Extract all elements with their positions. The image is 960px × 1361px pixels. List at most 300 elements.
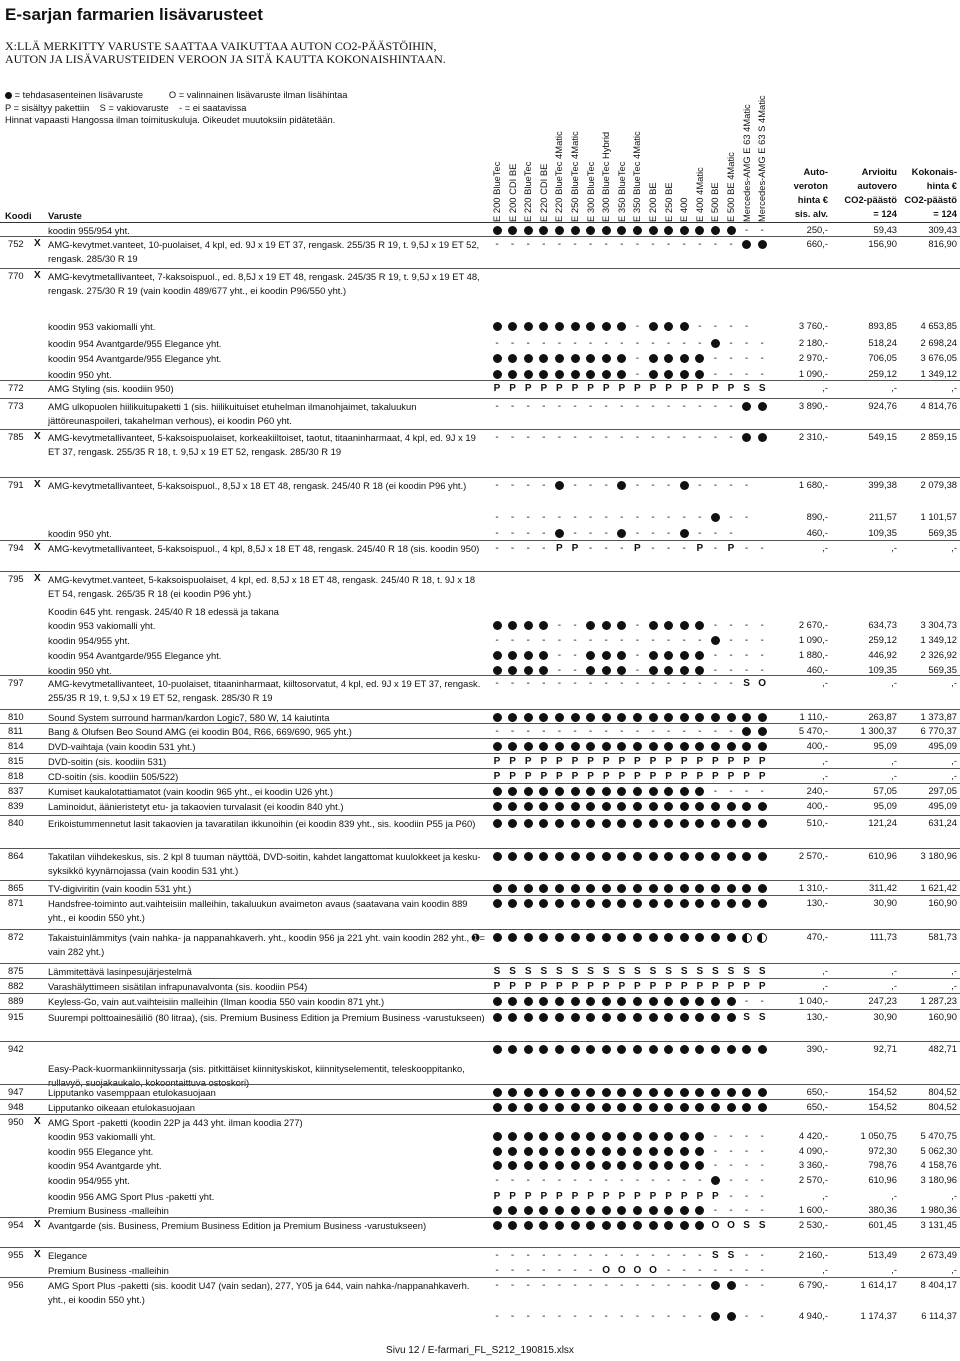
factory-option-dot-icon	[599, 649, 613, 662]
factory-option-dot-icon	[552, 817, 566, 830]
option-code: 942	[8, 1043, 24, 1054]
factory-option-dot-icon	[724, 850, 738, 863]
option-description: AMG Styling (sis. koodiin 950)	[48, 383, 174, 394]
not-available-mark: -	[557, 1280, 562, 1291]
not-available-mark: -	[760, 369, 764, 380]
not-available-mark: -	[557, 1265, 562, 1276]
not-available-mark: -	[713, 726, 718, 737]
factory-option-dot-icon	[677, 352, 691, 365]
factory-option-dot-icon	[552, 1101, 566, 1114]
not-available-mark: -	[651, 480, 655, 491]
availability-mark: S	[634, 966, 641, 977]
availability-mark: S	[743, 383, 750, 394]
factory-option-dot-icon	[615, 1204, 629, 1217]
factory-option-dot-icon	[724, 897, 738, 910]
not-available-mark: -	[760, 1311, 764, 1322]
factory-option-dot-icon	[584, 1011, 598, 1024]
not-available-mark: -	[666, 1280, 671, 1291]
co2-warning: X:LLÄ MERKITTY VARUSTE SAATTAA VAIKUTTAA AUTON CO2-PÄÄSTÖIHIN, AUTON JA LISÄVARUSTEIDEN VEROON JA SITÄ KAUTTA KOKONAISHINTAAN.	[5, 39, 446, 66]
header-divider	[0, 222, 960, 223]
factory-option-dot-icon	[506, 320, 520, 333]
availability-mark: P	[556, 771, 563, 782]
not-available-mark: -	[635, 1280, 640, 1291]
not-available-mark: -	[573, 678, 577, 689]
factory-option-dot-icon	[552, 897, 566, 910]
availability-mark: P	[634, 756, 641, 767]
tax-value: 972,30	[868, 1145, 897, 1156]
factory-option-dot-icon	[693, 897, 707, 910]
not-available-mark: -	[588, 480, 593, 491]
not-available-mark: -	[651, 432, 655, 443]
not-available-mark: -	[557, 1175, 562, 1186]
total-value: 3 304,73	[920, 619, 957, 630]
not-available-mark: -	[698, 678, 702, 689]
total-value: ,-	[951, 770, 957, 781]
option-description: Premium Business -malleihin	[48, 1205, 169, 1216]
price-value: ,-	[822, 677, 828, 688]
tax-value: 610,96	[868, 1174, 897, 1185]
tax-value: 259,12	[868, 368, 897, 379]
factory-option-dot-icon	[599, 1159, 613, 1172]
not-available-mark: -	[510, 401, 515, 412]
price-value: 1 680,-	[798, 479, 828, 490]
factory-option-dot-icon	[568, 740, 582, 753]
not-available-mark: -	[760, 353, 764, 364]
factory-option-dot-icon	[646, 1145, 660, 1158]
not-available-mark: -	[682, 239, 686, 250]
not-available-mark: -	[588, 1175, 593, 1186]
availability-mark: P	[602, 383, 610, 394]
factory-option-dot-icon	[584, 1130, 598, 1143]
option-description: koodin 954/955 yht.	[48, 1175, 130, 1186]
factory-option-dot-icon	[724, 1086, 738, 1099]
price-value: 5 470,-	[798, 725, 828, 736]
not-available-mark: -	[729, 786, 733, 797]
not-available-mark: -	[713, 1131, 718, 1142]
option-description: Easy-Pack-kuormankiinnityssarja (sis. pitkittäiset kiinnityskiskot, kiinnityselementit, teleskooppitanko, rullavyö, suojakaukalo, kokoontaittuva ostoskori)	[48, 1063, 465, 1088]
factory-option-dot-icon	[521, 1086, 535, 1099]
total-value: 2 698,24	[920, 337, 957, 348]
not-available-mark: -	[635, 528, 640, 539]
availability-mark: P	[634, 981, 641, 992]
not-available-mark: -	[526, 528, 530, 539]
factory-option-dot-icon	[537, 619, 551, 632]
option-code: 839	[8, 800, 24, 811]
factory-option-dot-icon	[615, 1219, 629, 1232]
price-value: 470,-	[806, 931, 828, 942]
factory-option-dot-icon	[646, 1159, 660, 1172]
factory-option-dot-icon	[677, 817, 691, 830]
not-available-mark: -	[542, 401, 546, 412]
factory-option-dot-icon	[693, 800, 707, 813]
not-available-mark: -	[760, 1160, 764, 1171]
not-available-mark: -	[698, 1311, 702, 1322]
availability-mark: P	[696, 1191, 704, 1202]
not-available-mark: -	[760, 996, 764, 1007]
factory-option-dot-icon	[599, 1130, 613, 1143]
factory-option-dot-icon	[615, 785, 629, 798]
factory-option-dot-icon	[662, 649, 676, 662]
co2-flag: X	[34, 431, 41, 442]
factory-option-dot-icon	[521, 882, 535, 895]
not-available-mark: -	[526, 1250, 530, 1261]
option-code: 770	[8, 270, 24, 281]
row-divider	[0, 815, 960, 816]
availability-mark: S	[743, 1220, 750, 1231]
not-available-mark: -	[635, 620, 640, 631]
total-value: ,-	[951, 980, 957, 991]
factory-option-dot-icon	[630, 1130, 644, 1143]
factory-option-dot-icon	[506, 1204, 520, 1217]
not-available-mark: -	[682, 1250, 686, 1261]
not-available-mark: -	[682, 1265, 686, 1276]
not-available-mark: -	[620, 432, 624, 443]
option-code: 864	[8, 850, 24, 861]
factory-option-dot-icon	[584, 931, 598, 944]
factory-option-dot-icon	[599, 785, 613, 798]
option-description: TV-digiviritin (vain koodin 531 yht.)	[48, 883, 192, 894]
factory-option-dot-icon	[630, 1101, 644, 1114]
availability-mark: P	[493, 756, 501, 767]
factory-option-dot-icon	[677, 1204, 691, 1217]
factory-option-dot-icon	[740, 431, 754, 444]
not-available-mark: -	[604, 635, 608, 646]
not-available-mark: -	[620, 678, 624, 689]
not-available-mark: -	[682, 1311, 686, 1322]
factory-option-dot-icon	[490, 619, 504, 632]
option-description: AMG-kevytmetallivanteet, 5-kaksoispuolaiset, korkeakiiltoiset, taotut, titaaninharmaat, 4 kpl, ed. 9J x 19 ET 37, rengask. 255/35 R 18, t. 9,5J x 19 ET 52, rengask. 285/30 R 19	[48, 432, 476, 457]
co2-flag: X	[34, 270, 41, 281]
not-available-mark: -	[651, 1311, 655, 1322]
factory-option-dot-icon	[506, 740, 520, 753]
factory-option-dot-icon	[599, 740, 613, 753]
factory-option-dot-icon	[537, 1086, 551, 1099]
not-available-mark: -	[542, 678, 546, 689]
not-available-mark: -	[666, 480, 671, 491]
factory-option-dot-icon	[646, 619, 660, 632]
not-available-mark: -	[620, 401, 624, 412]
factory-option-dot-icon	[521, 1011, 535, 1024]
option-code: 871	[8, 897, 24, 908]
tax-value: 109,35	[868, 527, 897, 538]
factory-option-dot-icon	[630, 995, 644, 1008]
not-available-mark: -	[588, 1250, 593, 1261]
total-value: 816,90	[928, 238, 957, 249]
factory-option-dot-icon	[693, 817, 707, 830]
total-value: ,-	[951, 382, 957, 393]
row-divider	[0, 993, 960, 994]
availability-mark: S	[727, 1250, 735, 1261]
availability-mark: P	[602, 981, 610, 992]
price-value: 460,-	[806, 527, 828, 538]
factory-option-dot-icon	[630, 1159, 644, 1172]
factory-option-dot-icon	[552, 995, 566, 1008]
price-value: 1 090,-	[798, 634, 828, 645]
availability-mark: P	[680, 756, 688, 767]
not-available-mark: -	[760, 786, 764, 797]
factory-option-dot-icon	[693, 352, 707, 365]
availability-mark: P	[665, 756, 672, 767]
factory-option-dot-icon	[740, 400, 754, 413]
model-column-header: E 400	[678, 197, 690, 222]
factory-option-dot-icon	[568, 1159, 582, 1172]
not-available-mark: -	[713, 1146, 718, 1157]
not-available-mark: -	[713, 786, 718, 797]
not-available-mark: -	[729, 1146, 733, 1157]
not-available-mark: -	[682, 726, 686, 737]
availability-mark: P	[712, 771, 719, 782]
row-divider	[0, 380, 960, 381]
not-available-mark: -	[510, 1250, 515, 1261]
factory-option-dot-icon	[662, 1145, 676, 1158]
factory-option-dot-icon	[584, 1145, 598, 1158]
factory-option-dot-icon	[599, 882, 613, 895]
tax-value: 154,52	[868, 1101, 897, 1112]
not-available-mark: -	[744, 321, 749, 332]
not-available-mark: -	[604, 480, 608, 491]
price-value: 890,-	[806, 511, 828, 522]
not-available-mark: -	[542, 432, 546, 443]
option-description: CD-soitin (sis. koodiin 505/522)	[48, 771, 179, 782]
availability-mark: P	[743, 771, 750, 782]
factory-option-dot-icon	[490, 931, 504, 944]
availability-mark: P	[758, 771, 766, 782]
factory-option-dot-icon	[537, 800, 551, 813]
total-value: 3 180,96	[920, 1174, 957, 1185]
factory-option-dot-icon	[615, 1101, 629, 1114]
availability-mark: S	[758, 1012, 766, 1023]
not-available-mark: -	[744, 786, 749, 797]
factory-option-dot-icon	[599, 850, 613, 863]
factory-option-dot-icon	[568, 352, 582, 365]
factory-option-dot-icon	[677, 882, 691, 895]
option-code: 954	[8, 1219, 24, 1230]
not-available-mark: -	[510, 635, 515, 646]
factory-option-dot-icon	[584, 1159, 598, 1172]
total-value: 2 326,92	[920, 649, 957, 660]
availability-mark: P	[727, 383, 735, 394]
option-description: koodin 950 yht.	[48, 665, 112, 676]
header-total: Kokonais- hinta € CO2-päästö = 124	[904, 166, 957, 219]
not-available-mark: -	[713, 1160, 718, 1171]
total-value: 495,09	[928, 740, 957, 751]
option-code: 791	[8, 479, 24, 490]
option-description: Lämmitettävä lasinpesujärjestelmä	[48, 966, 192, 977]
factory-option-dot-icon	[552, 850, 566, 863]
not-available-mark: -	[635, 401, 640, 412]
availability-mark: S	[712, 966, 719, 977]
factory-option-dot-icon	[568, 1130, 582, 1143]
factory-option-dot-icon	[490, 800, 504, 813]
factory-option-dot-icon	[506, 1219, 520, 1232]
total-value: 4 653,85	[920, 320, 957, 331]
not-available-mark: -	[635, 432, 640, 443]
availability-mark: P	[493, 771, 501, 782]
factory-option-dot-icon	[708, 634, 722, 647]
not-available-mark: -	[557, 512, 562, 523]
factory-option-dot-icon	[630, 800, 644, 813]
model-column-header: E 500 BE 4Matic	[725, 152, 736, 222]
availability-mark: P	[634, 1191, 641, 1202]
not-available-mark: -	[526, 1311, 530, 1322]
not-available-mark: -	[573, 512, 577, 523]
factory-option-dot-icon	[708, 850, 722, 863]
header-code: Koodi	[5, 210, 32, 221]
not-available-mark: -	[744, 1205, 749, 1216]
not-available-mark: -	[542, 635, 546, 646]
factory-option-dot-icon	[506, 1101, 520, 1114]
factory-option-dot-icon	[677, 619, 691, 632]
not-available-mark: -	[542, 239, 546, 250]
not-available-mark: -	[760, 338, 764, 349]
factory-option-dot-icon	[630, 817, 644, 830]
factory-option-dot-icon	[615, 1086, 629, 1099]
not-available-mark: -	[729, 321, 733, 332]
factory-option-dot-icon	[584, 800, 598, 813]
availability-mark: P	[493, 383, 501, 394]
not-available-mark: -	[620, 1280, 624, 1291]
factory-option-dot-icon	[615, 479, 629, 492]
not-available-mark: -	[729, 353, 733, 364]
not-available-mark: -	[557, 665, 562, 676]
row-divider	[0, 268, 960, 269]
not-available-mark: -	[744, 650, 749, 661]
not-available-mark: -	[666, 512, 671, 523]
not-available-mark: -	[588, 726, 593, 737]
price-value: 390,-	[806, 1043, 828, 1054]
tax-value: 1 614,17	[860, 1279, 897, 1290]
option-description: koodin 954 Avantgarde yht.	[48, 1160, 162, 1171]
factory-option-dot-icon	[599, 320, 613, 333]
factory-option-dot-icon	[662, 817, 676, 830]
tax-value: 259,12	[868, 634, 897, 645]
factory-option-dot-icon	[537, 817, 551, 830]
option-description: Sound System surround harman/kardon Logic7, 580 W, 14 kaiutinta	[48, 712, 330, 723]
factory-option-dot-icon	[490, 649, 504, 662]
not-available-mark: -	[760, 1280, 764, 1291]
availability-mark: S	[587, 966, 594, 977]
row-divider	[0, 1277, 960, 1278]
factory-option-dot-icon	[568, 817, 582, 830]
tax-value: 1 300,37	[860, 725, 897, 736]
not-available-mark: -	[698, 239, 702, 250]
total-value: 1 980,36	[920, 1204, 957, 1215]
not-available-mark: -	[620, 512, 624, 523]
not-available-mark: -	[604, 432, 608, 443]
tax-value: 549,15	[868, 431, 897, 442]
availability-mark: P	[556, 756, 563, 767]
legend-standard: S = vakiovaruste	[99, 102, 169, 113]
availability-mark: P	[665, 383, 672, 394]
not-available-mark: -	[526, 512, 530, 523]
factory-option-dot-icon	[708, 337, 722, 350]
availability-mark: P	[696, 383, 704, 394]
not-available-mark: -	[635, 1175, 640, 1186]
factory-option-dot-icon	[490, 1130, 504, 1143]
price-value: ,-	[822, 755, 828, 766]
price-value: ,-	[822, 542, 828, 553]
factory-option-dot-icon	[693, 1101, 707, 1114]
factory-option-dot-icon	[521, 1101, 535, 1114]
not-available-mark: -	[573, 1265, 577, 1276]
not-available-mark: -	[651, 512, 655, 523]
factory-option-dot-icon	[568, 1219, 582, 1232]
factory-option-dot-icon	[630, 1011, 644, 1024]
availability-mark: P	[509, 756, 516, 767]
not-available-mark: -	[651, 543, 655, 554]
factory-option-dot-icon	[693, 1130, 707, 1143]
not-available-mark: -	[760, 225, 764, 236]
not-available-mark: -	[760, 635, 764, 646]
availability-mark: S	[524, 966, 532, 977]
availability-mark: P	[524, 771, 532, 782]
availability-mark: P	[696, 981, 704, 992]
model-column-header: E 200 BE	[647, 182, 658, 222]
not-available-mark: -	[510, 543, 515, 554]
factory-option-dot-icon	[677, 1101, 691, 1114]
price-value: 650,-	[806, 1086, 828, 1097]
factory-option-dot-icon	[724, 740, 738, 753]
not-available-mark: -	[729, 1160, 733, 1171]
option-description: koodin 953 vakiomalli yht.	[48, 620, 156, 631]
row-divider	[0, 783, 960, 784]
option-code: 773	[8, 400, 24, 411]
availability-mark: P	[540, 981, 548, 992]
factory-option-dot-icon	[724, 1101, 738, 1114]
factory-option-dot-icon	[708, 1011, 722, 1024]
factory-option-dot-icon	[662, 931, 676, 944]
not-available-mark: -	[666, 1175, 671, 1186]
option-code: 794	[8, 542, 24, 553]
not-available-mark: -	[698, 528, 702, 539]
not-available-mark: -	[588, 528, 593, 539]
not-available-mark: -	[713, 369, 718, 380]
not-available-mark: -	[495, 401, 499, 412]
model-column-header: E 200 CDI BE	[506, 163, 518, 222]
not-available-mark: -	[666, 678, 671, 689]
factory-option-dot-icon	[708, 1310, 722, 1323]
factory-option-dot-icon	[552, 740, 566, 753]
not-available-mark: -	[744, 996, 749, 1007]
factory-option-dot-icon	[740, 800, 754, 813]
availability-mark: S	[493, 966, 501, 977]
availability-mark: S	[540, 966, 548, 977]
factory-option-dot-icon	[584, 320, 598, 333]
factory-option-dot-icon	[662, 1159, 676, 1172]
factory-option-dot-icon	[740, 897, 754, 910]
factory-option-dot-icon	[615, 817, 629, 830]
row-divider	[0, 978, 960, 979]
price-value: ,-	[822, 965, 828, 976]
availability-mark: P	[556, 543, 563, 554]
factory-option-dot-icon	[599, 931, 613, 944]
factory-option-dot-icon	[584, 850, 598, 863]
option-description: koodin 956 AMG Sport Plus -paketti yht.	[48, 1191, 215, 1202]
factory-option-dot-icon	[490, 1011, 504, 1024]
availability-mark: P	[587, 771, 594, 782]
dot-icon	[5, 92, 12, 99]
not-available-mark: -	[666, 239, 671, 250]
availability-mark: P	[540, 771, 548, 782]
option-description: koodin 953 vakiomalli yht.	[48, 1131, 156, 1142]
not-available-mark: -	[573, 1250, 577, 1261]
not-available-mark: -	[495, 528, 499, 539]
factory-option-dot-icon	[521, 352, 535, 365]
factory-option-dot-icon	[740, 238, 754, 251]
total-value: 4 814,76	[920, 400, 957, 411]
factory-option-dot-icon	[615, 320, 629, 333]
factory-option-dot-icon	[708, 511, 722, 524]
